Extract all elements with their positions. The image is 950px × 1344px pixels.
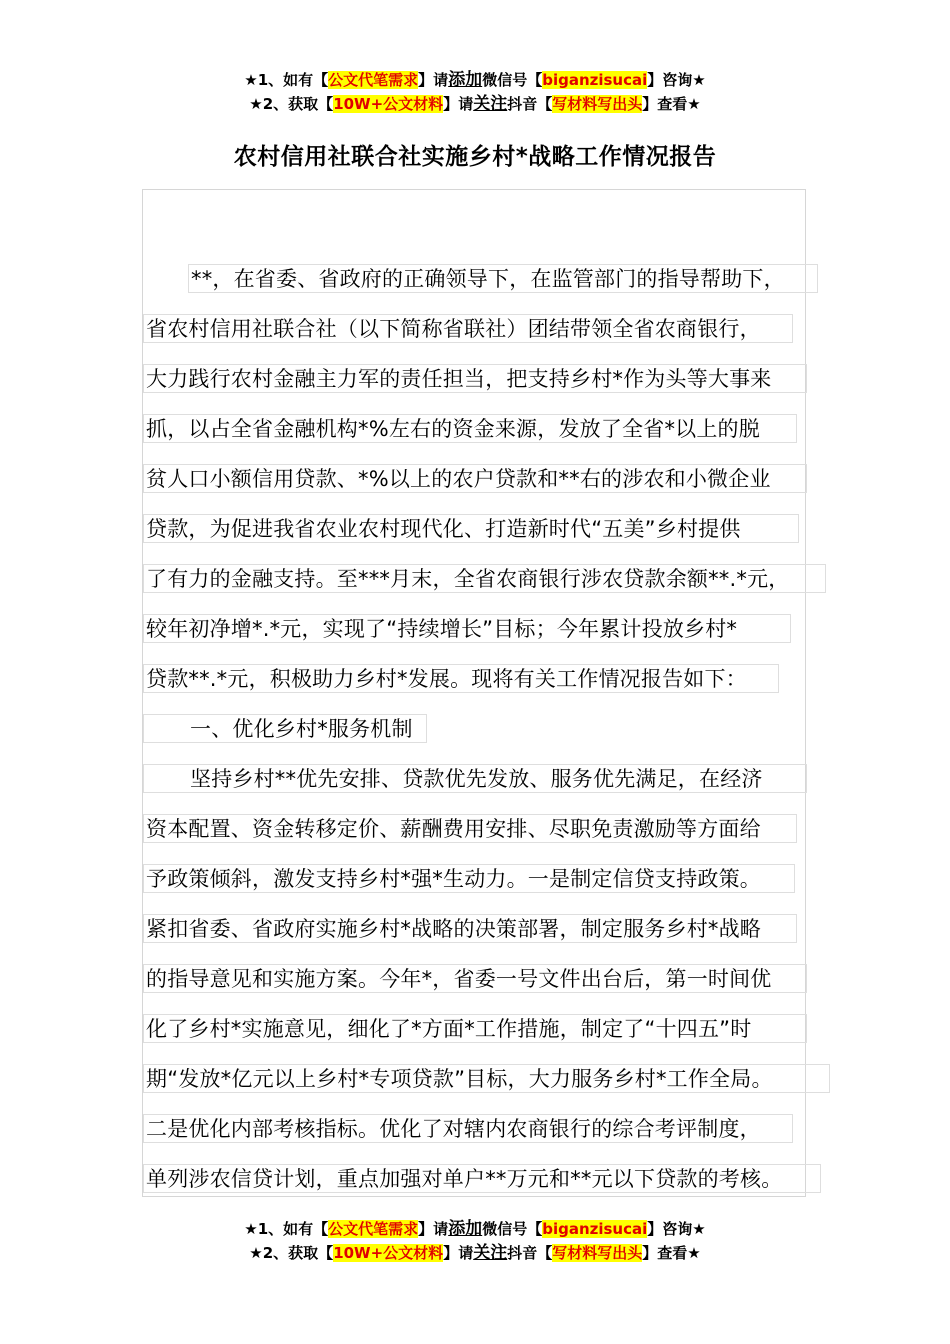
footer-promo-banner [0,1217,950,1265]
body-line: 大力践行农村金融主力军的责任担当，把支持乡村*作为头等大事来 [143,364,807,393]
header-promo-banner [0,68,950,116]
body-line: 贷款**.*元，积极助力乡村*发展。现将有关工作情况报告如下： [143,664,779,693]
promo-line-2: ★2、获取【10W+公文材料】请关注抖音【写材料写出头】查看★ [249,94,701,114]
promo-highlight: 10W+公文材料 [333,1244,444,1262]
body-line: 的指导意见和实施方案。今年*，省委一号文件出台后，第一时间优 [143,964,807,993]
body-line: 二是优化内部考核指标。优化了对辖内农商银行的综合考评制度， [143,1114,793,1143]
promo-highlight: 公文代笔需求 [328,71,419,89]
promo-wechat-id: biganzisucai [542,1220,648,1238]
body-line: 了有力的金融支持。至***月末，全省农商银行涉农贷款余额**.*元， [143,564,826,593]
body-line: 坚持乡村**优先安排、贷款优先发放、服务优先满足，在经济 [143,764,807,793]
promo-douyin-id: 写材料写出头 [552,1244,643,1262]
body-line: 予政策倾斜，激发支持乡村*强*生动力。一是制定信贷支持政策。 [143,864,795,893]
body-line: 较年初净增*.*元，实现了“持续增长”目标；今年累计投放乡村* [143,614,791,643]
promo-wechat-id: biganzisucai [542,71,648,89]
section-heading: 一、优化乡村*服务机制 [143,714,427,743]
body-line: 单列涉农信贷计划，重点加强对单户**万元和**元以下贷款的考核。 [143,1164,821,1193]
promo-line-1: ★1、如有【公文代笔需求】请添加微信号【biganzisucai】咨询★ [244,1219,706,1239]
promo-douyin-id: 写材料写出头 [552,95,643,113]
document-title: 农村信用社联合社实施乡村*战略工作情况报告 [233,144,717,170]
body-line: 紧扣省委、省政府实施乡村*战略的决策部署，制定服务乡村*战略 [143,914,797,943]
promo-highlight: 公文代笔需求 [328,1220,419,1238]
body-line: 资本配置、资金转移定价、薪酬费用安排、尽职免责激励等方面给 [143,814,797,843]
body-line: 抓，以占全省金融机构*%左右的资金来源，发放了全省*以上的脱 [143,414,797,443]
body-line: 化了乡村*实施意见，细化了*方面*工作措施，制定了“十四五”时 [143,1014,807,1043]
body-line: **，在省委、省政府的正确领导下，在监管部门的指导帮助下， [188,264,818,293]
promo-line-2: ★2、获取【10W+公文材料】请关注抖音【写材料写出头】查看★ [249,1243,701,1263]
promo-line-1: ★1、如有【公文代笔需求】请添加微信号【biganzisucai】咨询★ [244,70,706,90]
body-line: 贷款，为促进我省农业农村现代化、打造新时代“五美”乡村提供 [143,514,799,543]
body-line: 贫人口小额信用贷款、*%以上的农户贷款和**右的涉农和小微企业 [143,464,807,493]
body-line: 期“发放*亿元以上乡村*专项贷款”目标，大力服务乡村*工作全局。 [143,1064,830,1093]
promo-highlight: 10W+公文材料 [333,95,444,113]
body-line: 省农村信用社联合社（以下简称省联社）团结带领全省农商银行， [143,314,793,343]
